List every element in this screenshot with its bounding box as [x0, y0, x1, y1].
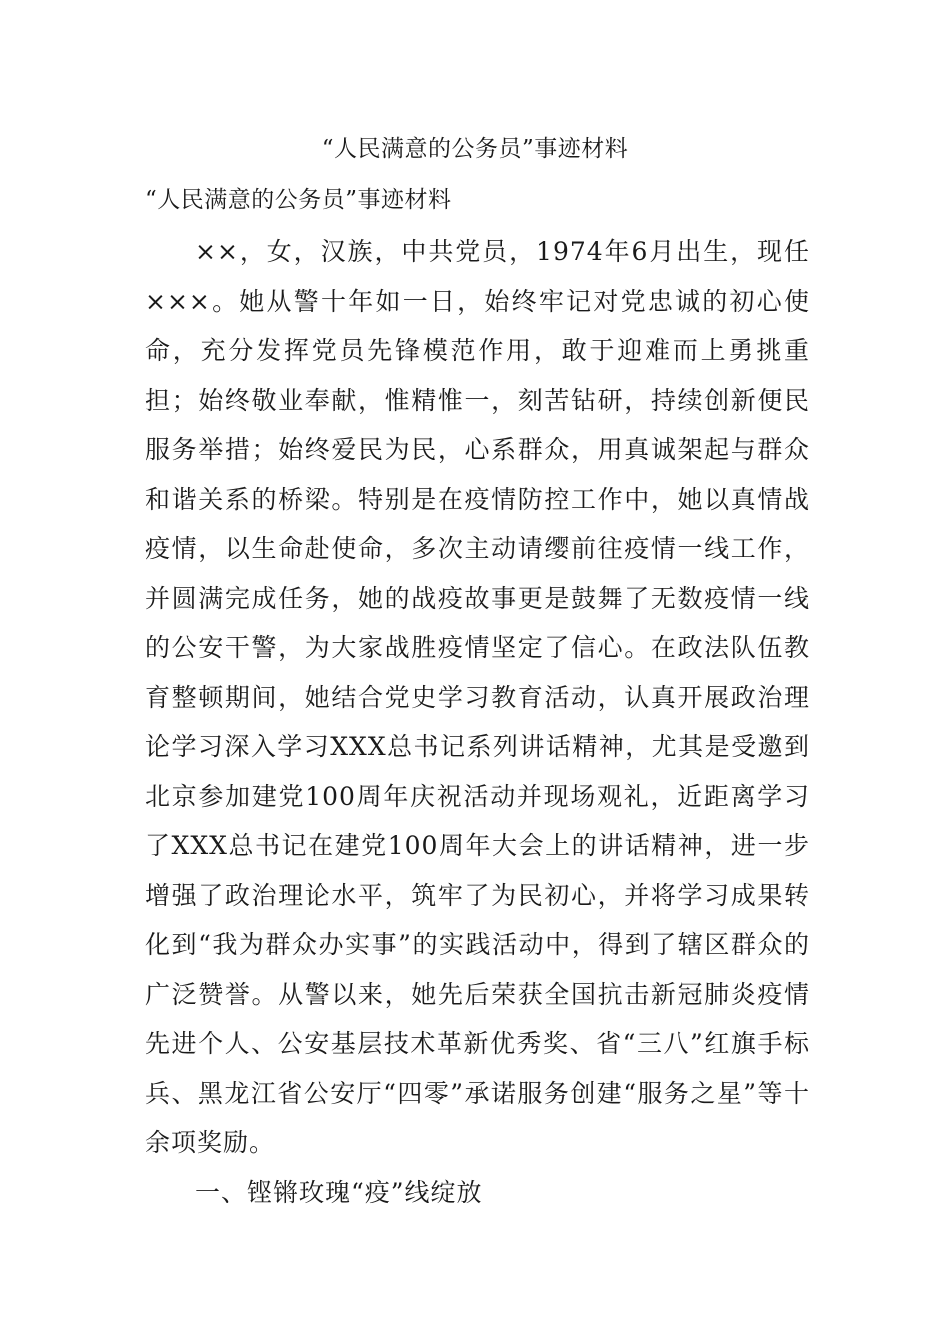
section-heading: 一、铿锵玫瑰“疫”线绽放 [195, 1178, 483, 1207]
body-paragraph: ××，女，汉族，中共党员，1974年6月出生，现任×××。她从警十年如一日，始终牢记对党忠诚的初心使命，充分发挥党员先锋模范作用，敢于迎难而上勇挑重担；始终敬业奉献，惟精惟一，刻苦钻研，持续创新便民服务举措；始终爱民为民，心系群众，用真诚架起与群众和谐关系的桥梁。特别是在疫情防控工作中，她以真情战疫情，以生命赴使命，多次主动请缨前往疫情一线工作，并圆满完成任务，她的战疫故事更是鼓舞了无数疫情一线的公安干警，为大家战胜疫情坚定了信心。在政法队伍教育整顿期间，她结合党史学习教育活动，认真开展政治理论学习深入学习XXX总书记系列讲话精神，尤其是受邀到北京参加建党100周年庆祝活动并现场观礼，近距离学习了XXX总书记在建党100周年大会上的讲话精神，进一步增强了政治理论水平，筑牢了为民初心，并将学习成果转化到“我为群众办实事”的实践活动中，得到了辖区群众的广泛赞誉。从警以来，她先后荣获全国抗击新冠肺炎疫情先进个人、公安基层技术革新优秀奖、省“三八”红旗手标兵、黑龙江省公安厅“四零”承诺服务创建“服务之星”等十余项奖励。 [145, 237, 810, 1157]
document-title: “人民满意的公务员”事迹材料 [321, 136, 629, 162]
document-subtitle: “人民满意的公务员”事迹材料 [145, 187, 452, 213]
